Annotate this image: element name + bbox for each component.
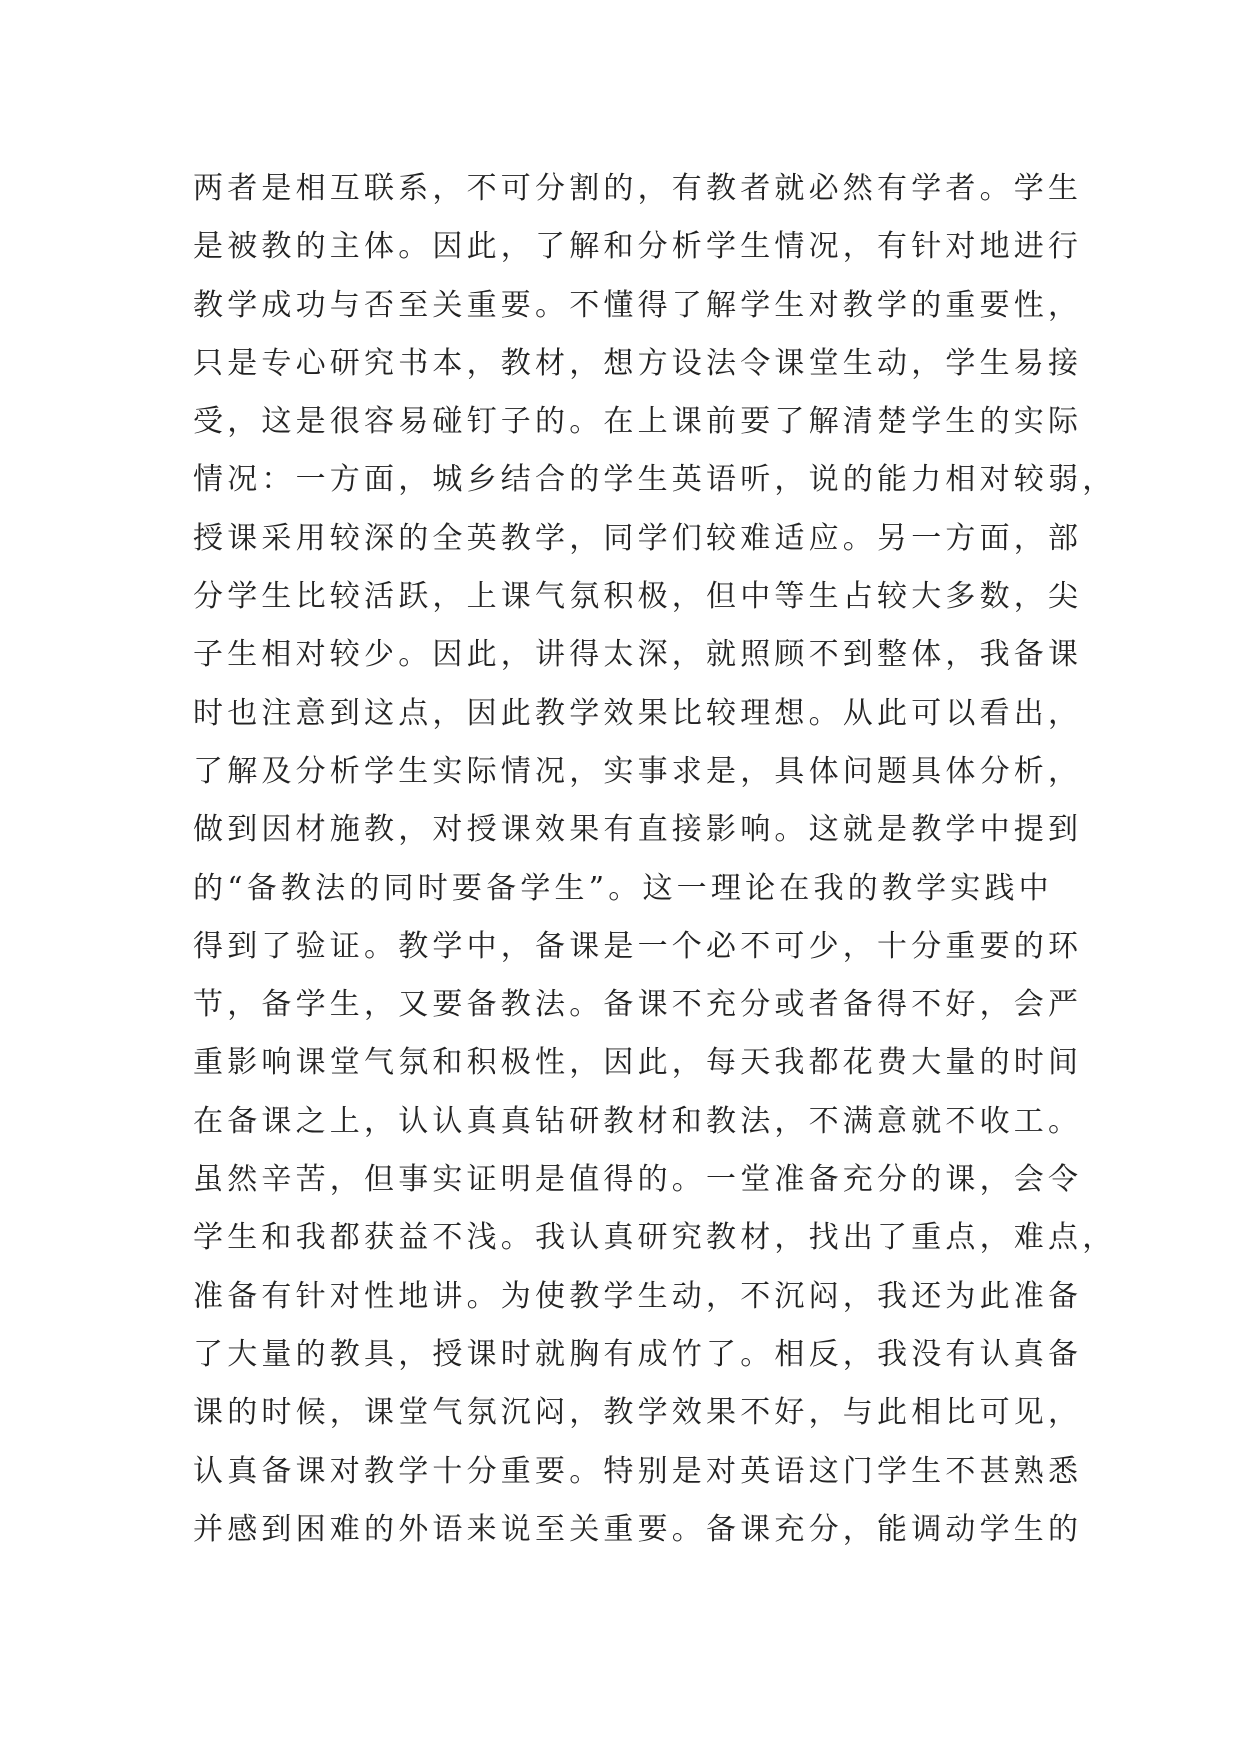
text-line: 教学成功与否至关重要。不懂得了解学生对教学的重要性， [193,287,1083,323]
text-line: 重影响课堂气氛和积极性，因此，每天我都花费大量的时间 [193,1045,1083,1081]
text-line: 准备有针对性地讲。为使教学生动，不沉闷，我还为此准备 [193,1278,1083,1314]
text-line: 情况：一方面，城乡结合的学生英语听，说的能力相对较弱， [193,462,1117,498]
body-text [193,160,1117,1559]
text-line: 只是专心研究书本，教材，想方设法令课堂生动，学生易接 [193,345,1083,381]
text-line: 得到了验证。教学中，备课是一个必不可少，十分重要的环 [193,928,1083,964]
text-line: 分学生比较活跃，上课气氛积极，但中等生占较大多数，尖 [193,579,1083,615]
text-line: 虽然辛苦，但事实证明是值得的。一堂准备充分的课，会令 [193,1162,1083,1198]
text-line: 认真备课对教学十分重要。特别是对英语这门学生不甚熟悉 [193,1453,1083,1489]
text-line: 了大量的教具，授课时就胸有成竹了。相反，我没有认真备 [193,1336,1083,1372]
text-line: 是被教的主体。因此，了解和分析学生情况，有针对地进行 [193,229,1083,265]
text-line: 并感到困难的外语来说至关重要。备课充分，能调动学生的 [193,1511,1083,1547]
text-line: 两者是相互联系，不可分割的，有教者就必然有学者。学生 [193,171,1083,206]
text-line: 节，备学生，又要备教法。备课不充分或者备得不好，会严 [193,987,1083,1023]
text-line: 课的时候，课堂气氛沉闷，教学效果不好，与此相比可见， [193,1395,1083,1431]
text-line: 学生和我都获益不浅。我认真研究教材，找出了重点，难点， [193,1220,1117,1256]
text-line: 子生相对较少。因此，讲得太深，就照顾不到整体，我备课 [193,637,1083,673]
text-line: 做到因材施教，对授课效果有直接影响。这就是教学中提到 [193,812,1083,848]
text-line: 的“备教法的同时要备学生”。这一理论在我的教学实践中 [193,870,1053,906]
text-line: 授课采用较深的全英教学，同学们较难适应。另一方面，部 [193,520,1083,556]
text-line: 在备课之上，认认真真钻研教材和教法，不满意就不收工。 [193,1103,1083,1139]
text-line: 时也注意到这点，因此教学效果比较理想。从此可以看出， [193,695,1083,731]
text-line: 受，这是很容易碰钉子的。在上课前要了解清楚学生的实际 [193,404,1083,440]
text-line: 了解及分析学生实际情况，实事求是，具体问题具体分析， [193,753,1083,789]
